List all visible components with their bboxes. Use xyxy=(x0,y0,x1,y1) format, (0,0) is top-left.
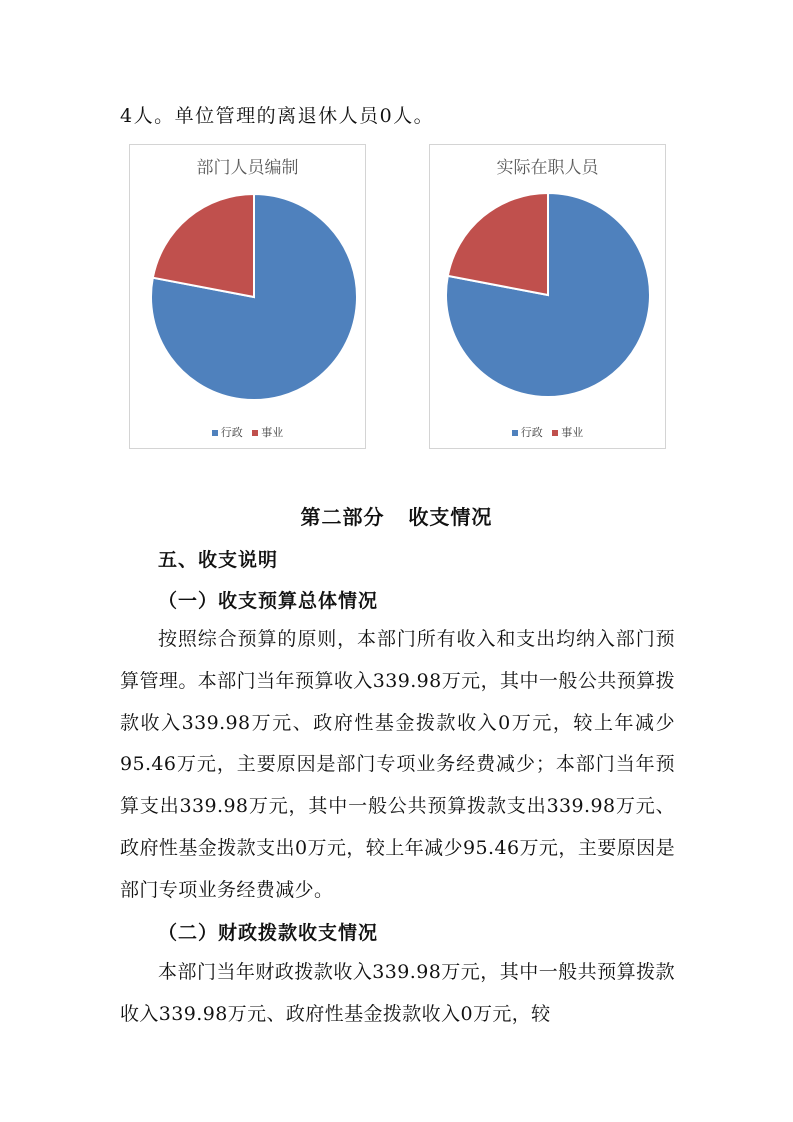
pie-slice-institution xyxy=(153,194,254,297)
subsection-heading-budget-overview: （一）收支预算总体情况 xyxy=(158,590,379,612)
legend-item-institution xyxy=(252,424,283,440)
legend-swatch-admin xyxy=(212,430,218,436)
paragraph-budget-overview: 按照综合预算的原则，本部门所有收入和支出均纳入部门预算管理。本部门当年预算收入339.98万元，其中一般公共预算拨款收入339.98万元、政府性基金拨款收入0万元，较上年减少95.46万元，主要原因是部门专项业务经费减少；本部门当年预算支出339.98万元，其中一般公共预算拨款支出339.98万元、政府性基金拨款支出0万元，较上年减少95.46万元，主要原因是部门专项业务经费减少。 xyxy=(120,628,675,901)
section-heading: 五、收支说明 xyxy=(158,549,279,571)
legend-swatch-institution xyxy=(552,430,558,436)
legend-item-admin xyxy=(512,424,543,440)
legend-item-institution xyxy=(552,424,583,440)
legend-label-admin: 行政 xyxy=(220,426,243,439)
legend-swatch-admin xyxy=(512,430,518,436)
subsection-heading-fiscal-appropriation: （二）财政拨款收支情况 xyxy=(158,922,379,944)
pie-chart-svg xyxy=(430,145,665,448)
part-title: 第二部分 收支情况 xyxy=(300,505,493,529)
pie-chart-svg xyxy=(130,145,365,448)
chart-legend xyxy=(130,424,365,440)
paragraph-fiscal-appropriation: 本部门当年财政拨款收入339.98万元，其中一般共预算拨款收入339.98万元、政府性基金拨款收入0万元，较 xyxy=(120,961,675,1025)
legend-swatch-institution xyxy=(252,430,258,436)
pie-chart-staff-quota xyxy=(129,144,366,449)
intro-text: 4人。单位管理的离退休人员0人。 xyxy=(120,105,435,127)
legend-label-institution: 事业 xyxy=(561,426,584,439)
legend-label-admin: 行政 xyxy=(520,426,543,439)
chart-title: 部门人员编制 xyxy=(196,158,299,178)
legend-item-admin xyxy=(212,424,243,440)
pie-slice-institution xyxy=(448,193,548,295)
chart-legend xyxy=(430,424,665,440)
chart-title: 实际在职人员 xyxy=(496,158,599,178)
legend-label-institution: 事业 xyxy=(261,426,284,439)
pie-chart-actual-staff xyxy=(429,144,666,449)
